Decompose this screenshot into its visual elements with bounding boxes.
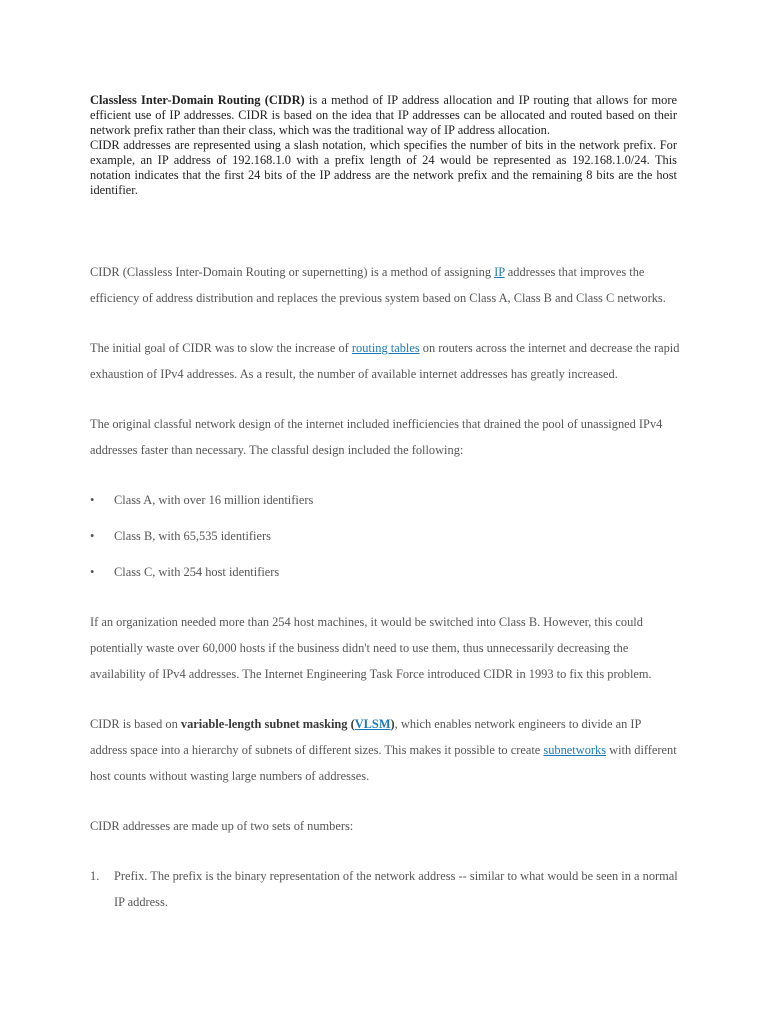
list-item-text: Class C, with 254 host identifiers (114, 565, 280, 579)
intro-paragraph-2: CIDR addresses are represented using a slash notation, which specifies the number of bits in the network prefix. For example, an IP address of 192.168.1.0 with a prefix length of 24 would be represented as 192.168.1.0/24. This notation indicates that the first 24 bits of the IP address are the network prefix and the remaining 8 bits are the host identifier. (90, 138, 677, 197)
list-number: 1. (90, 869, 100, 883)
article-paragraph-6: CIDR addresses are made up of two sets of numbers: (90, 819, 354, 833)
subnetworks-link[interactable]: subnetworks (543, 743, 607, 757)
list-item (90, 863, 680, 915)
bullet-icon: • (90, 565, 95, 579)
intro-paragraph-1 (90, 93, 677, 138)
article-paragraph-3: The original classful network design of the internet included inefficiencies that drained the pool of unassigned IPv4 addresses faster than necessary. The classful design included the following: (90, 417, 663, 457)
bullet-icon: • (90, 529, 95, 543)
intro-paragraph-1-text: is a method of IP address allocation and IP routing that allows for more efficient use of IP addresses. CIDR is based on the idea that IP addresses can be allocated and routed based on their network prefix rather than their class, which was the traditional way of IP address allocation. (90, 93, 677, 137)
vlsm-term-bold-b: ) (390, 717, 395, 731)
ip-link[interactable]: IP (494, 265, 505, 279)
article-paragraph-4: If an organization needed more than 254 host machines, it would be switched into Class B. However, this could potentially waste over 60,000 hosts if the business didn't need to use them, thus unnecessarily decreasing the availability of IPv4 addresses. The Internet Engineering Task Force introduced CIDR in 1993 to fix this problem. (90, 615, 652, 681)
list-item (90, 559, 680, 585)
bullet-icon: • (90, 493, 95, 507)
list-item-text: Prefix. The prefix is the binary representation of the network address -- similar to what would be seen in a normal IP address. (114, 869, 678, 909)
article-section (90, 259, 680, 915)
cidr-parts-list (90, 863, 680, 915)
routing-tables-link[interactable]: routing tables (351, 341, 420, 355)
list-item-text: Class B, with 65,535 identifiers (114, 529, 271, 543)
list-item (90, 523, 680, 549)
article-paragraph-1 (90, 259, 680, 311)
vlsm-term-bold-a: variable-length subnet masking ( (180, 717, 355, 731)
article-paragraph-5 (90, 711, 680, 789)
article-paragraph-2-text-a: The initial goal of CIDR was to slow the increase of (90, 341, 352, 355)
class-list (90, 487, 680, 585)
vlsm-link[interactable]: VLSM (354, 717, 391, 731)
article-paragraph-5-text-a: CIDR is based on (90, 717, 181, 731)
article-paragraph-2 (90, 335, 680, 387)
intro-term-bold: Classless Inter-Domain Routing (CIDR) (90, 93, 305, 107)
list-item (90, 487, 680, 513)
article-paragraph-1-text-b: addresses that improves the efficiency of address distribution and replaces the previous system based on Class A, Class B and Class C networks. (90, 265, 666, 305)
article-paragraph-5-text-c: with different host counts without wasting large numbers of addresses. (90, 743, 677, 783)
article-paragraph-5-text-b: , which enables network engineers to divide an IP address space into a hierarchy of subnets of different sizes. This makes it possible to create (90, 717, 641, 757)
article-paragraph-1-text-a: CIDR (Classless Inter-Domain Routing or supernetting) is a method of assigning (90, 265, 495, 279)
list-item-text: Class A, with over 16 million identifiers (114, 493, 314, 507)
intro-section (90, 93, 677, 198)
article-paragraph-2-text-b: on routers across the internet and decrease the rapid exhaustion of IPv4 addresses. As a result, the number of available internet addresses has greatly increased. (90, 341, 680, 381)
